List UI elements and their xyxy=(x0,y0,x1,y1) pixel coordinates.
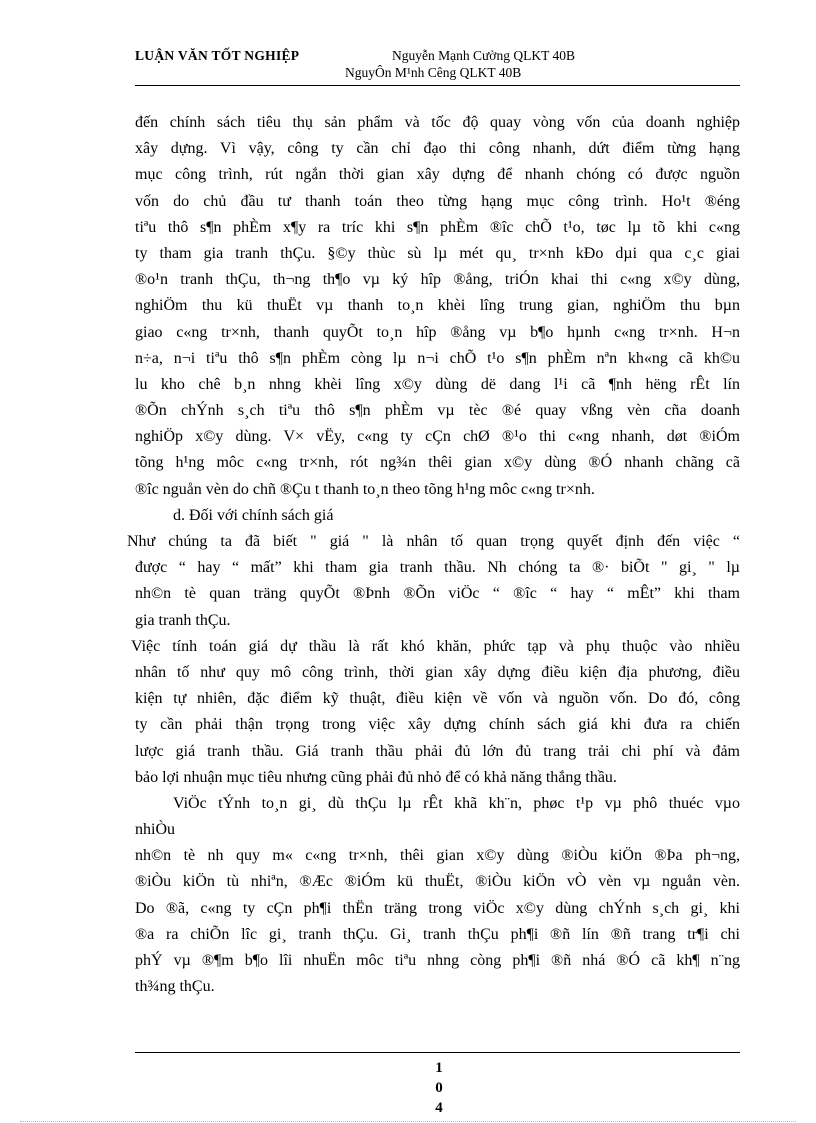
text-line: nhiÒu xyxy=(135,821,175,839)
text-line: nh©n tè nh quy m« c«ng tr×nh, thêi gian x©y dùng ®iÒu kiÖn ®Þa ph¬ng, xyxy=(135,847,740,865)
text-line: kiện tự nhiên, đặc điểm kỹ thuật, điều kiện về vốn và nguồn vốn. Do đó, công xyxy=(135,690,740,708)
text-line: tiªu thô s¶n phÈm x¶y ra tríc khi s¶n phÈm ®îc chÕ t¹o, tøc lµ tõ khi c«ng xyxy=(135,218,740,236)
text-line: ®o¹n tranh thÇu, th¬ng th¶o vµ ký hîp ®ång, triÓn khai thi c«ng x©y dùng, xyxy=(135,271,740,289)
header-author-garbled: NguyÔn M¹nh Cêng QLKT 40B xyxy=(345,65,522,80)
text-line: gia tranh thÇu. xyxy=(135,611,231,629)
text-line: vốn do chủ đầu tư thanh toán theo từng hạng mục công trình. Ho¹t ®éng xyxy=(135,192,740,210)
text-line: tõng h¹ng môc c«ng tr×nh, rót ng¾n thêi gian x©y dùng ®Ó nhanh chãng cã xyxy=(135,454,740,472)
text-line: mục công trình, rút ngắn thời gian xây dựng để nhanh chóng có được nguồn xyxy=(135,166,740,184)
text-line: xây dựng. Vì vậy, công ty cần chỉ đạo thi công nhanh, dứt điểm từng hạng xyxy=(135,140,740,158)
text-line: ®Õn chÝnh s¸ch tiªu thô s¶n phÈm vµ tèc ®é quay vßng vèn cña doanh xyxy=(135,402,740,420)
section-heading: d. Đối với chính sách giá xyxy=(173,506,334,524)
text-line: lu kho chê b¸n nhng khèi lîng x©y dùng dë dang l¹i cã ¶nh hëng rÊt lín xyxy=(135,375,740,393)
page-number-digit: 4 xyxy=(435,1100,443,1116)
text-line: giao c«ng tr×nh, thanh quyÕt to¸n hîp ®ång vµ b¶o hµnh c«ng tr×nh. H¬n xyxy=(135,323,740,341)
text-line: th¾ng thÇu. xyxy=(135,978,215,996)
text-line: nhân tố như quy mô công trình, thời gian xây dựng điều kiện địa phương, điều xyxy=(135,663,740,681)
text-line: Do ®ã, c«ng ty cÇn ph¶i thËn träng trong viÖc x©y dùng chÝnh s¸ch gi¸ khi xyxy=(135,899,740,917)
text-line: n÷a, n¬i tiªu thô s¶n phÈm còng lµ n¬i chÕ t¹o s¶n phÈm nªn kh«ng cã kh©u xyxy=(135,349,740,367)
text-line: đến chính sách tiêu thụ sản phẩm và tốc độ quay vòng vốn của doanh nghiệp xyxy=(135,114,740,131)
text-line: phÝ vµ ®¶m b¶o lîi nhuËn môc tiªu nhng còng ph¶i ®ñ nhá ®Ó cã kh¶ n¨ng xyxy=(135,952,740,969)
body-text xyxy=(127,110,740,1000)
text-line: nh©n tè quan träng quyÕt ®Þnh ®Õn viÖc “ ®îc “ hay “ mÊt” khi tham xyxy=(135,585,740,603)
text-line: được “ hay “ mất” khi tham gia tranh thầu. Nh chóng ta ®· biÕt " gi¸ " lµ xyxy=(135,559,740,577)
page-number-digit: 0 xyxy=(435,1080,443,1096)
text-line: ViÖc tÝnh to¸n gi¸ dù thÇu lµ rÊt khã kh¨n, phøc t¹p vµ phô thuéc vµo xyxy=(173,794,740,812)
text-line: Việc tính toán giá dự thầu là rất khó khăn, phức tạp và phụ thuộc vào nhiều xyxy=(131,637,740,655)
text-line: nghiÖp x©y dùng. V× vËy, c«ng ty cÇn chØ ®¹o thi c«ng nhanh, døt ®iÓm xyxy=(135,428,740,446)
text-line: lược giá tranh thầu. Giá tranh thầu phải đủ lớn đủ trang trải chi phí và đảm xyxy=(135,742,740,760)
page-edge xyxy=(20,1121,796,1122)
header-title: LUẬN VĂN TỐT NGHIỆP xyxy=(135,48,300,63)
footer-rule xyxy=(135,1052,740,1053)
text-line: ®iÒu kiÖn tù nhiªn, ®Æc ®iÓm kü thuËt, ®iÒu kiÖn vÒ vèn vµ nguån vèn. xyxy=(135,873,740,891)
text-line: ty tham gia tranh thÇu. §©y thùc sù lµ mét qu¸ tr×nh kÐo dµi qua c¸c giai xyxy=(135,244,740,262)
page-number xyxy=(432,1058,446,1118)
text-line: ty cần phải thận trọng trong việc xây dựng chính sách giá khi đưa ra chiến xyxy=(135,716,740,734)
page-number-digit: 1 xyxy=(435,1060,443,1076)
text-line: nghiÖm thu kü thuËt vµ thanh to¸n khèi lîng trung gian, nghiÖm thu bµn xyxy=(135,297,740,315)
text-line: ®îc nguån vèn do chñ ®Çu t thanh to¸n theo tõng h¹ng môc c«ng tr×nh. xyxy=(135,480,595,498)
text-line: Như chúng ta đã biết " giá " là nhân tố quan trọng quyết định đến việc “ xyxy=(127,533,740,550)
text-line: ®a ra chiÕn lîc gi¸ tranh thÇu. Gi¸ tranh thÇu ph¶i ®ñ lín ®ñ trang tr¶i chi xyxy=(135,925,740,943)
text-line: bảo lợi nhuận mục tiêu nhưng cũng phải đủ nhỏ để có khả năng thắng thầu. xyxy=(135,768,617,786)
header-author: Nguyễn Mạnh Cường QLKT 40B xyxy=(392,48,575,63)
header-rule xyxy=(135,85,740,86)
